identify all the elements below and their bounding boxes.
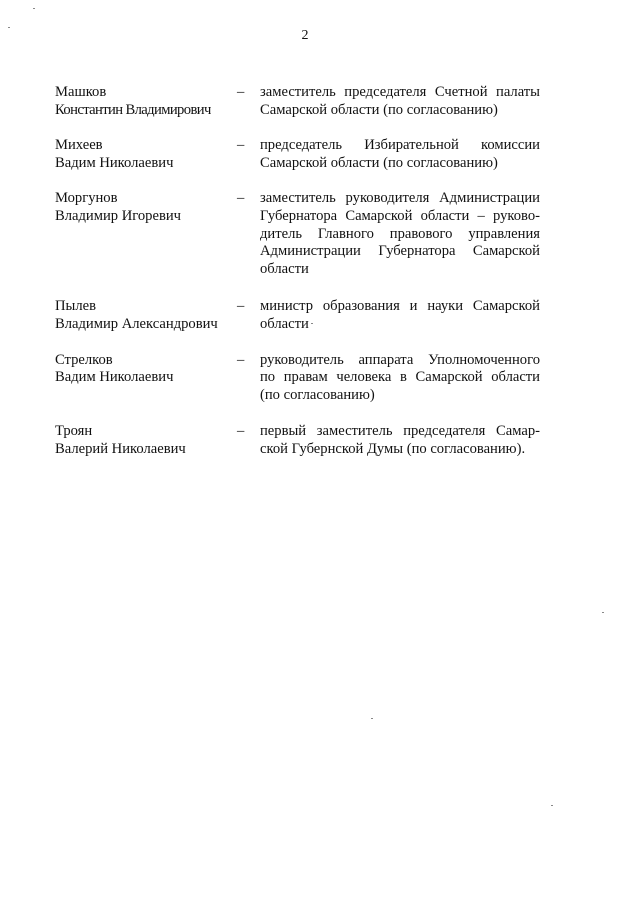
member-name bbox=[55, 84, 233, 119]
position-line: председатель Избирательной комиссии bbox=[260, 137, 540, 154]
member-position bbox=[260, 352, 540, 405]
member-surname: Стрелков bbox=[55, 351, 113, 368]
position-line: заместитель председателя Счетной палаты bbox=[260, 84, 540, 100]
member-position bbox=[260, 137, 540, 172]
position-line: Администрации Губернатора Самарской bbox=[260, 243, 540, 260]
member-surname: Михеев bbox=[55, 137, 103, 154]
member-list bbox=[55, 84, 540, 459]
member-position bbox=[260, 423, 540, 458]
member-name bbox=[55, 298, 233, 333]
member-name bbox=[55, 423, 233, 458]
position-line: области bbox=[260, 260, 309, 277]
member-name bbox=[55, 190, 233, 225]
member-surname: Моргунов bbox=[55, 190, 118, 207]
separator-dash: – bbox=[237, 423, 245, 440]
member-position bbox=[260, 298, 540, 333]
separator-dash: – bbox=[237, 351, 245, 368]
separator-dash: – bbox=[237, 190, 245, 207]
member-given-name: Владимир Александрович bbox=[55, 315, 218, 332]
separator-dash: – bbox=[237, 298, 245, 315]
member-surname: Троян bbox=[55, 423, 93, 440]
scan-speck bbox=[551, 805, 553, 806]
member-surname: Машков bbox=[55, 84, 107, 100]
member-position bbox=[260, 190, 540, 278]
member-entry bbox=[55, 190, 540, 278]
position-line: Самарской области (по согласованию) bbox=[260, 154, 498, 171]
scan-speck bbox=[371, 718, 373, 719]
member-entry bbox=[55, 84, 540, 119]
scan-speck bbox=[8, 27, 10, 28]
member-entry bbox=[55, 352, 540, 405]
member-name bbox=[55, 352, 233, 387]
scan-speck bbox=[33, 8, 35, 9]
member-given-name: Вадим Николаевич bbox=[55, 154, 174, 171]
member-position bbox=[260, 84, 540, 119]
scan-speck bbox=[602, 612, 604, 613]
member-given-name: Вадим Николаевич bbox=[55, 369, 174, 386]
page-number: 2 bbox=[301, 28, 309, 43]
separator-dash: – bbox=[237, 137, 245, 154]
member-entry bbox=[55, 423, 540, 458]
position-line: (по согласованию) bbox=[260, 386, 375, 403]
position-line: области bbox=[260, 315, 309, 332]
position-line: министр образования и науки Самарской bbox=[260, 298, 540, 315]
scan-speck bbox=[311, 323, 313, 324]
position-line: руководитель аппарата Уполномоченного bbox=[260, 351, 540, 368]
member-given-name: Константин Владимирович bbox=[55, 101, 211, 118]
position-line: дитель Главного правового управления bbox=[260, 225, 540, 242]
position-line: Самарской области (по согласованию) bbox=[260, 101, 498, 118]
position-line: ской Губернской Думы (по согласованию). bbox=[260, 440, 526, 457]
position-line: по правам человека в Самарской области bbox=[260, 369, 540, 386]
position-line: заместитель руководителя Администрации bbox=[260, 190, 540, 207]
member-given-name: Валерий Николаевич bbox=[55, 440, 186, 457]
position-line: Губернатора Самарской области – руково- bbox=[260, 207, 540, 224]
member-given-name: Владимир Игоревич bbox=[55, 207, 181, 224]
member-entry bbox=[55, 298, 540, 333]
position-line: первый заместитель председателя Самар- bbox=[260, 423, 540, 440]
member-surname: Пылев bbox=[55, 298, 96, 315]
separator-dash: – bbox=[237, 84, 245, 100]
member-name bbox=[55, 137, 233, 172]
member-entry bbox=[55, 137, 540, 172]
